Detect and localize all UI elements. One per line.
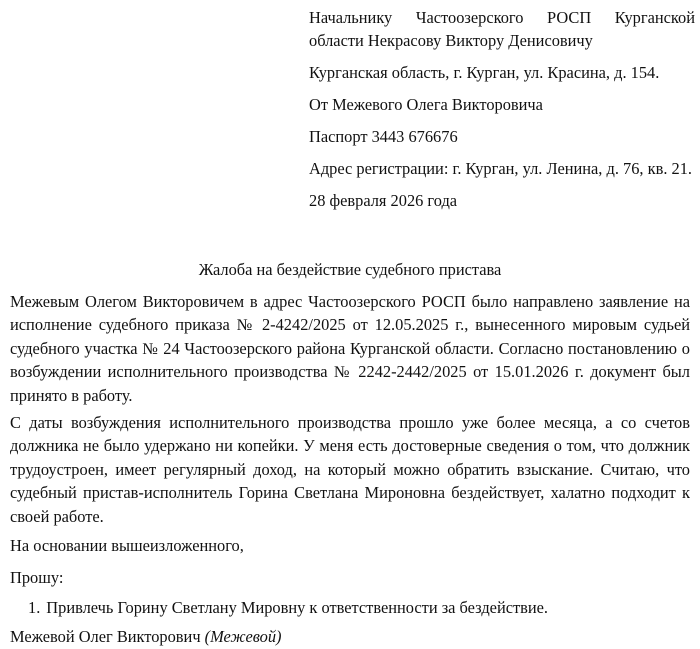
document-header: [309, 6, 695, 212]
paragraph-complaint: С даты возбуждения исполнительного производства прошло уже более месяца, а со счетов должника не было удержано ни копейки. У меня есть достоверные сведения о том, что должник трудоустроен, имеет регулярный доход, на который можно обратить взыскание. Считаю, что судебный пристав-исполнитель Горина Светлана Мироновна бездействует, халатно подходит к своей работе.: [10, 413, 690, 526]
paragraph-facts: Межевым Олегом Викторовичем в адрес Частоозерского РОСП было направлено заявление на исполнение судебного приказа № 2-4242/2025 от 12.05.2025 г., вынесенного мировым судьей судебного участка № 24 Частоозерского района Курганской области. Согласно постановлению о возбуждении исполнительного производства № 2242-2442/2025 от 15.01.2026 г. документ был принято в работу.: [10, 292, 690, 405]
request-number: 1.: [28, 598, 41, 617]
paragraph-basis: На основании вышеизложенного,: [10, 536, 244, 555]
document-date: 28 февраля 2026 года: [309, 191, 458, 210]
signature: (Межевой): [204, 627, 282, 646]
signer-name: Межевой Олег Викторович: [10, 627, 201, 646]
addressee-address: Курганская область, г. Курган, ул. Красина, д. 154.: [309, 63, 660, 82]
registration-address: Адрес регистрации: г. Курган, ул. Ленина, д. 76, кв. 21.: [309, 159, 693, 178]
passport: Паспорт 3443 676676: [309, 127, 458, 146]
document-title: Жалоба на бездействие судебного пристава: [198, 260, 502, 279]
addressee: Начальнику Частоозерского РОСП Курганской области Некрасову Виктору Денисовичу: [309, 8, 695, 50]
request-text: Привлечь Горину Светлану Мировну к ответственности за бездействие.: [46, 598, 549, 617]
request-list-item: [28, 596, 548, 619]
sender: От Межевого Олега Викторовича: [309, 95, 543, 114]
signature-line: [10, 627, 281, 647]
paragraph-request-heading: Прошу:: [10, 568, 64, 587]
